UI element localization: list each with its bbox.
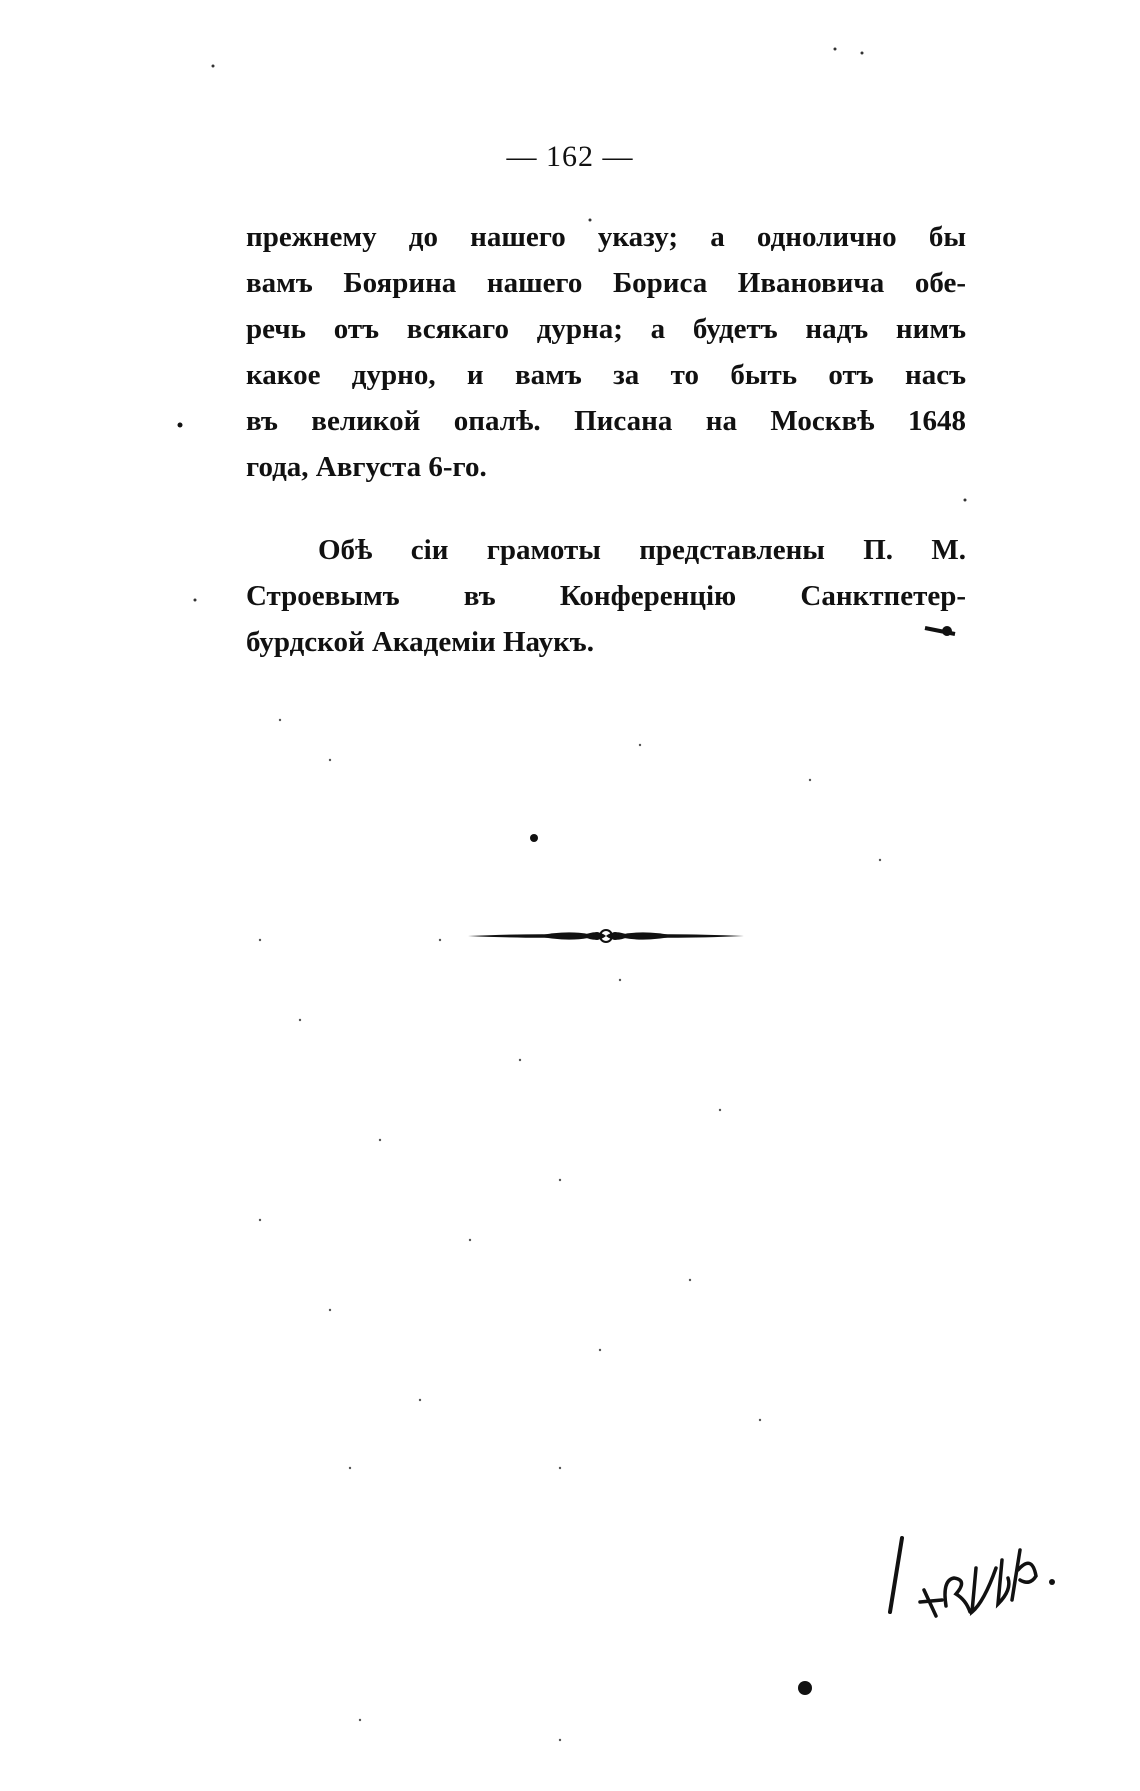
paragraph-letter-ending: [246, 214, 966, 490]
handwritten-mark-icon: [880, 1520, 1070, 1630]
text-line: въ великой опалѣ. Писана на Москвѣ 1648: [246, 405, 966, 437]
ornament-divider-icon: [466, 924, 746, 948]
paragraph-note: [246, 527, 966, 665]
text-line: какое дурно, и вамъ за то быть отъ насъ: [246, 359, 966, 391]
text-line: речь отъ всякаго дурна; а будетъ надъ нимъ: [246, 313, 966, 345]
text-line: года, Августа 6-го.: [246, 451, 487, 483]
text-line: Строевымъ въ Конференцію Санктпетер-: [246, 580, 966, 612]
page-number: — 162 —: [506, 140, 634, 173]
text-line: прежнему до нашего указу; а одноличнo бы: [246, 221, 966, 253]
text-line: бурдской Академіи Наукъ.: [246, 626, 594, 658]
text-line: вамъ Боярина нашего Бориса Ивановича обе-: [246, 267, 966, 299]
text-line: Обѣ сіи грамоты представлены П. М.: [318, 534, 966, 566]
